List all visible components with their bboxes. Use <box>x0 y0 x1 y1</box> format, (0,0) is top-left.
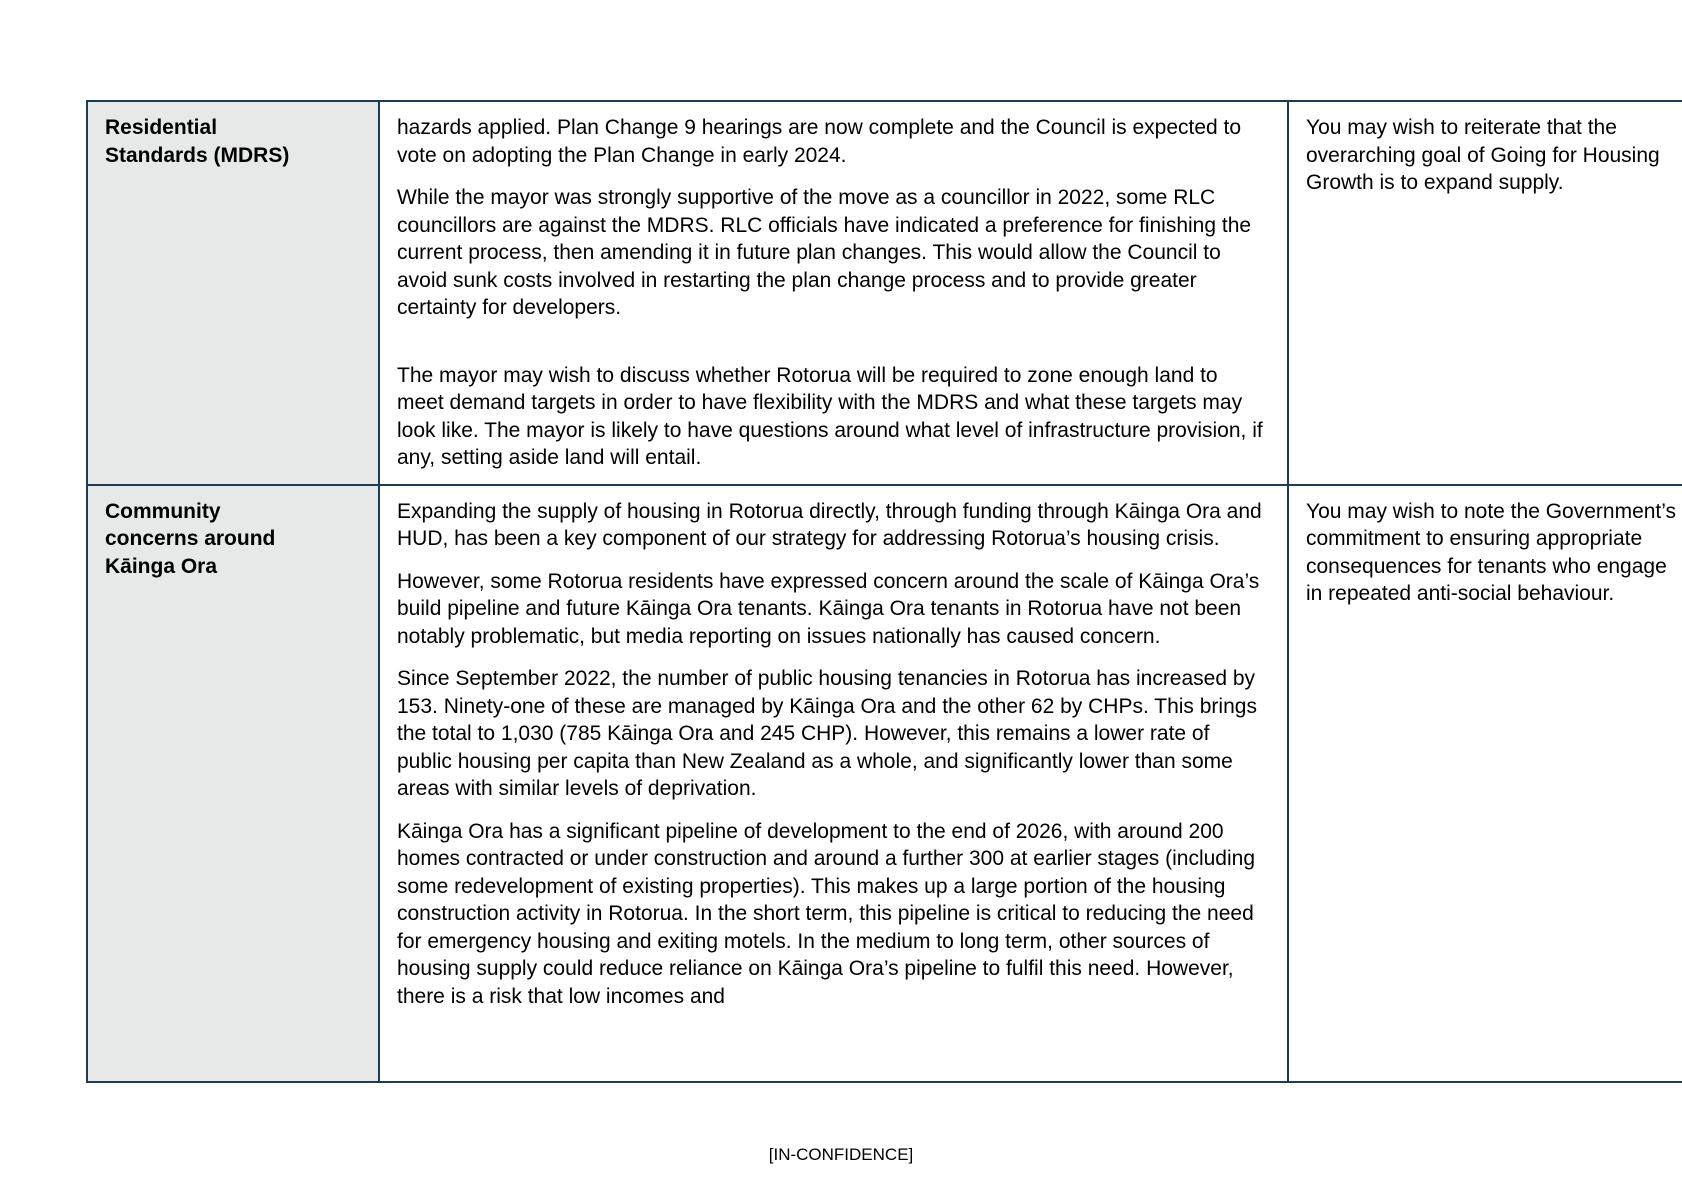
row-note-cell <box>1288 485 1682 1082</box>
row-heading-line: Community <box>105 499 221 523</box>
briefing-table <box>86 100 1682 1083</box>
table-row-kainga-ora <box>87 485 1682 1082</box>
row-heading-line: concerns around <box>105 527 276 550</box>
note-text: You may wish to note the Government’s commitment to ensuring appropriate consequences for tenants who engage in repeated anti-social behaviour. <box>1306 499 1677 605</box>
row-note-cell <box>1288 101 1682 485</box>
row-body-cell <box>379 485 1288 1082</box>
row-heading-line: Standards (MDRS) <box>105 143 290 167</box>
body-paragraph: Expanding the supply of housing in Rotorua directly, through funding through Kāinga Ora and HUD, has been a key component of our strategy for addressing Rotorua’s housing crisis. <box>397 499 1262 550</box>
body-paragraph: However, some Rotorua residents have expressed concern around the scale of Kāinga Ora’s build pipeline and future Kāinga Ora tenants. Kāinga Ora tenants in Rotorua have not been notably problematic, but media reporting on issues nationally has caused concern. <box>397 569 1260 648</box>
row-heading-line: Residential <box>105 116 218 139</box>
body-paragraph: While the mayor was strongly supportive of the move as a councillor in 2022, some RLC councillors are against the MDRS. RLC officials have indicated a preference for finishing the current process, then amending it in future plan changes. This would allow the Council to avoid sunk costs involved in restarting the plan change process and to provide greater certainty for developers. <box>397 186 1252 319</box>
body-paragraph: Kāinga Ora has a significant pipeline of development to the end of 2026, with around 200 homes contracted or under construction and around a further 300 at earlier stages (including some redevelopment of existing properties). This makes up a large portion of the housing construction activity in Rotorua. In the short term, this pipeline is critical to reducing the need for emergency housing and exiting motels. In the medium to long term, other sources of housing supply could reduce reliance on Kāinga Ora’s pipeline to fulfil this need. However, there is a risk that low incomes and <box>397 819 1256 1008</box>
body-paragraph: The mayor may wish to discuss whether Rotorua will be required to zone enough land to meet demand targets in order to have flexibility with the MDRS and what these targets may look like. The mayor is likely to have questions around what level of infrastructure provision, if any, setting aside land will entail. <box>397 363 1263 469</box>
classification-footer: [IN-CONFIDENCE] <box>768 1145 914 1164</box>
body-paragraph: Since September 2022, the number of public housing tenancies in Rotorua has increased by 153. Ninety-one of these are managed by Kāinga Ora and the other 62 by CHPs. This brings the total to 1,030 (785 Kāinga Ora and 245 CHP). However, this remains a lower rate of public housing per capita than New Zealand as a whole, and significantly lower than some areas with similar levels of deprivation. <box>397 667 1257 800</box>
body-paragraph: hazards applied. Plan Change 9 hearings are now complete and the Council is expected to vote on adopting the Plan Change in early 2024. <box>397 116 1242 167</box>
row-heading-line: Kāinga Ora <box>105 554 218 578</box>
row-heading-cell <box>87 485 379 1082</box>
note-text: You may wish to reiterate that the overarching goal of Going for Housing Growth is to expand supply. <box>1306 116 1660 194</box>
row-heading-cell <box>87 101 379 485</box>
table-row-mdrs <box>87 101 1682 485</box>
row-body-cell <box>379 101 1288 485</box>
